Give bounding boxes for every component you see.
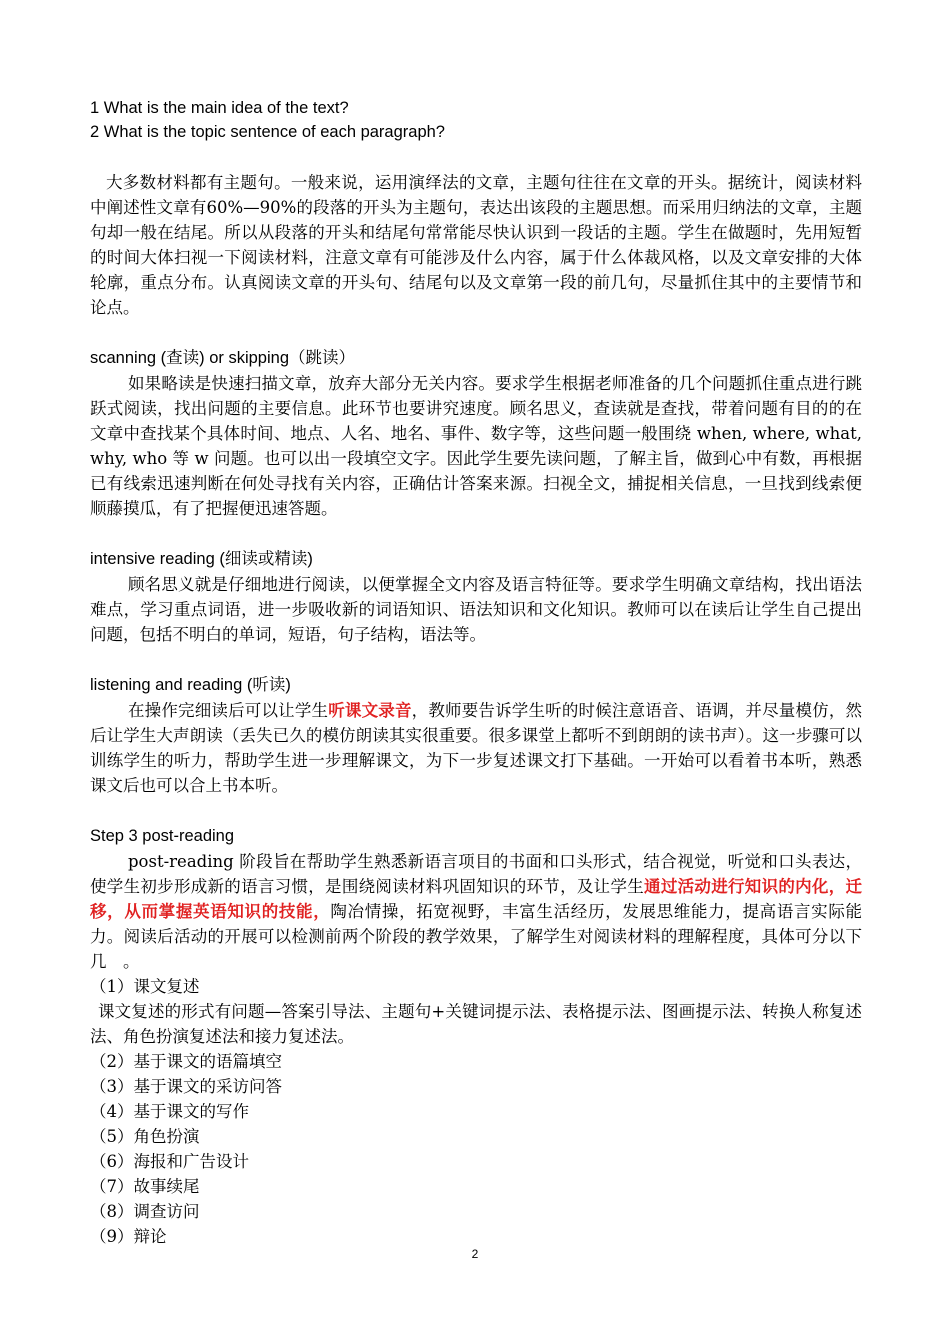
list-item: （5）角色扮演 xyxy=(90,1127,200,1146)
intensive-paragraph: 顾名思义就是仔细地进行阅读，以便掌握全文内容及语言特征等。要求学生明确文章结构，找出语法难点，学习重点词语，进一步吸收新的词语知识、语法知识和文化知识。教师可以在读后让学生自己提出问题，包括不明白的单词，短语，句子结构，语法等。 xyxy=(90,575,862,644)
list-item: （7）故事续尾 xyxy=(90,1177,200,1196)
scanning-paragraph: 如果略读是快速扫描文章，放弃大部分无关内容。要求学生根据老师准备的几个问题抓住重点进行跳跃式阅读，找出问题的主要信息。此环节也要讲究速度。顾名思义，查读就是查找，带着问题有目的的在文章中查找某个具体时间、地点、人名、地名、事件、数字等，这些问题一般围绕 when, where, what, why, who 等 w 问题。也可以出一段填空文字。因此学生要先读问题，了解主旨，做到心中有数，再根据已有线索迅速判断在何处寻找有关内容，正确估计答案来源。扫视全文，捕捉相关信息，一旦找到线索便顺藤摸瓜，有了把握便迅速答题。 xyxy=(90,374,862,518)
listening-paragraph xyxy=(90,698,862,798)
listening-heading: listening and reading (听读) xyxy=(90,676,291,694)
page-number: 2 xyxy=(471,1247,479,1261)
step3-highlight: 通过活动进行知识的内化，迁移，从而掌握英语知识的技能， xyxy=(90,877,863,921)
question-1: 1 What is the main idea of the text? xyxy=(90,99,349,117)
list-item: （2）基于课文的语篇填空 xyxy=(90,1052,282,1071)
step3-heading: Step 3 post-reading xyxy=(90,827,235,845)
list-item: （4）基于课文的写作 xyxy=(90,1102,249,1121)
list-item: （8）调查访问 xyxy=(90,1202,200,1221)
listening-highlight: 听课文录音 xyxy=(328,701,412,720)
listening-text-2: ，教师要告诉学生听的时候注意语音、语调，并尽量模仿，然后让学生大声朗读（丢失已久的模仿朗读其实很重要。很多课堂上都听不到朗朗的读书声）。这一步骤可以训练学生的听力，帮助学生进一步理解课文，为下一步复述课文打下基础。一开始可以看着书本听，熟悉课文后也可以合上书本听。 xyxy=(90,701,863,795)
step3-text-2: 陶冶情操，拓宽视野，丰富生活经历，发展思维能力，提高语言实际能力。阅读后活动的开展可以检测前两个阶段的教学效果，了解学生对阅读材料的理解程度，具体可分以下几 。 xyxy=(90,902,863,971)
step3-text-1: post-reading 阶段旨在帮助学生熟悉新语言项目的书面和口头形式，结合视觉，听觉和口头表达，使学生初步形成新的语言习惯，是围绕阅读材料巩固知识的环节，及让学生 xyxy=(90,852,862,896)
listening-text-1: 在操作完细读后可以让学生 xyxy=(128,701,329,720)
retelling-paragraph: 课文复述的形式有问题—答案引导法、主题句+关键词提示法、表格提示法、图画提示法、转换人称复述法、角色扮演复述法和接力复述法。 xyxy=(90,1002,862,1046)
list-item: （6）海报和广告设计 xyxy=(90,1152,249,1171)
list-item: （3）基于课文的采访问答 xyxy=(90,1077,282,1096)
step3-paragraph xyxy=(90,849,862,974)
question-2: 2 What is the topic sentence of each paragraph? xyxy=(90,123,445,141)
list-item: （9）辩论 xyxy=(90,1227,167,1246)
scanning-heading: scanning (查读) or skipping（跳读） xyxy=(90,349,355,367)
document-page xyxy=(90,96,862,1249)
intro-paragraph: 大多数材料都有主题句。一般来说，运用演绎法的文章，主题句往往在文章的开头。据统计，阅读材料中阐述性文章有60%—90%的段落的开头为主题句，表达出该段的主题思想。而采用归纳法的文章，主题句却一般在结尾。所以从段落的开头和结尾句常常能尽快认识到一段话的主题。学生在做题时，先用短暂的时间大体扫视一下阅读材料，注意文章有可能涉及什么内容，属于什么体裁风格，以及文章安排的大体轮廓，重点分布。认真阅读文章的开头句、结尾句以及文章第一段的前几句，尽量抓住其中的主要情节和论点。 xyxy=(90,173,862,317)
intensive-heading: intensive reading (细读或精读) xyxy=(90,550,313,568)
list-item-1: （1）课文复述 xyxy=(90,977,200,996)
